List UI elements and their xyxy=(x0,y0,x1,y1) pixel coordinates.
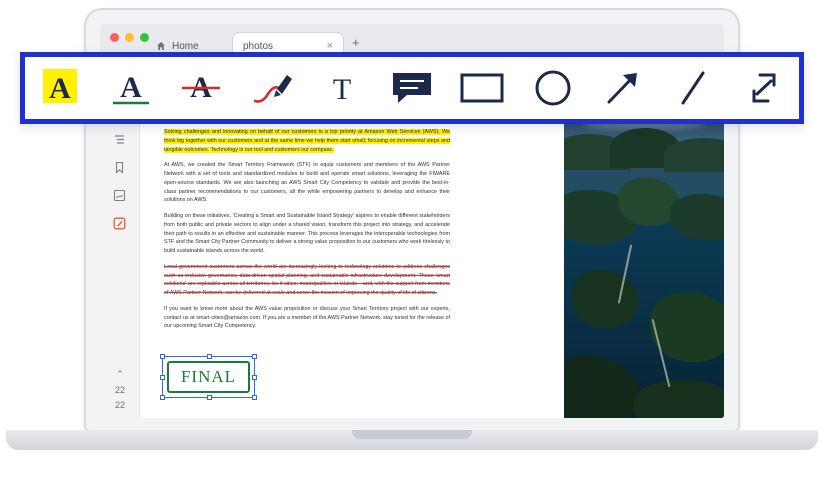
svg-text:T: T xyxy=(332,73,351,106)
svg-text:A: A xyxy=(190,71,212,104)
laptop-notch xyxy=(352,430,472,439)
svg-text:A: A xyxy=(119,71,142,104)
viewer-sidebar-rail xyxy=(100,94,140,418)
browser-tab-home-label: Home xyxy=(172,40,199,52)
document-text-column xyxy=(164,102,450,338)
final-stamp[interactable] xyxy=(162,356,255,398)
resize-handle-middle-left[interactable] xyxy=(160,375,165,380)
strikethrough-text-tool[interactable] xyxy=(166,57,236,119)
underline-text-tool[interactable] xyxy=(95,57,165,119)
paragraph-struck: Local government customers across the world are increasingly looking to technology solutions to address challenges such as inclusive governance, data-driven spatial planning, and sustainable infrastructure development. These 'smart solutions' are replicable across all territories, be it cities, municipalities or islands – and, with the support from members of AWS Partner Network, can be delivered at scale and serve the mission of improving the quality of life of citizens. xyxy=(164,263,450,296)
page-navigation xyxy=(100,369,140,410)
final-stamp-label: FINAL xyxy=(180,367,237,386)
resize-handle-top-center[interactable] xyxy=(207,354,212,359)
bookmark-icon[interactable] xyxy=(110,158,130,176)
browser-tab-photos-label: photos xyxy=(243,41,274,52)
chevron-up-icon[interactable]: ⌃ xyxy=(116,369,124,379)
close-window-button[interactable] xyxy=(110,33,119,42)
resize-handle-top-right[interactable] xyxy=(252,354,257,359)
pen-tool[interactable] xyxy=(236,57,306,119)
note-tool[interactable] xyxy=(377,57,447,119)
text-tool[interactable] xyxy=(306,57,376,119)
line-tool[interactable] xyxy=(658,57,728,119)
document-page[interactable] xyxy=(140,94,724,418)
minimize-window-button[interactable] xyxy=(125,33,134,42)
current-page-number: 22 xyxy=(114,385,125,395)
highlighted-text: Solving challenges and innovating on behalf of our customers is a top priority at Amazon Web Services (AWS). We think big together with our customers and at the same time we help them start small, focusing on incremental steps and tangible outcomes. Technology is our tool and customers our compass. xyxy=(164,129,450,153)
resize-handle-bottom-left[interactable] xyxy=(160,395,165,400)
resize-handle-bottom-center[interactable] xyxy=(207,395,212,400)
pdf-viewer-app xyxy=(100,94,724,418)
paragraph-body: At AWS, we created the Smart Territory Framework (STF) to equip customers and members of the AWS Partner Network with a set of tools and standardized modules to build and operate smart solutions, leveraging the FIWARE open-source standards. We are also launching an AWS Smart City Competency to validate and provide the best-in-class partner recommendations to our customers, all the while empowering partners to develop and enhance their solutions on AWS. xyxy=(164,162,450,204)
final-stamp-border xyxy=(167,361,250,393)
total-page-count: 22 xyxy=(114,400,125,410)
annotation-icon[interactable] xyxy=(110,214,130,232)
highlight-text-tool[interactable] xyxy=(25,57,95,119)
arrow-tool[interactable] xyxy=(588,57,658,119)
svg-text:A: A xyxy=(49,72,72,105)
window-controls[interactable] xyxy=(110,33,149,42)
resize-handle-top-left[interactable] xyxy=(160,354,165,359)
outline-icon[interactable] xyxy=(110,130,130,148)
paragraph-contact: If you want to know more about the AWS value proposition or discuss your Smart Territory project with our experts, contact us at smart-cities@amazon.com. If you are a member of the AWS Partner Network, stay tuned for the release of our upcoming Smart City Competency. xyxy=(164,305,450,330)
rectangle-tool[interactable] xyxy=(447,57,517,119)
document-photo xyxy=(564,94,724,418)
ellipse-tool[interactable] xyxy=(518,57,588,119)
new-tab-button[interactable]: + xyxy=(352,35,360,50)
paragraph-highlighted xyxy=(164,128,450,154)
paragraph-body: Building on these initiatives, 'Creating a Smart and Sustainable Island Strategy' aspires to enable different stakeholders from both public and private sectors to align under a shared vision, transform this project into strategy, and accelerate their path to results in an effective and sustainable manner. This process leverages the interoperable technologies from STF and the Smart City Partner Community to deliver a strong value proposition to our customers who work tirelessly to build sustainable islands across the world. xyxy=(164,213,450,254)
close-icon[interactable]: × xyxy=(326,40,333,52)
annotation-toolbar[interactable] xyxy=(20,52,804,124)
home-icon xyxy=(156,41,166,51)
signature-icon[interactable] xyxy=(110,186,130,204)
resize-handle-bottom-right[interactable] xyxy=(252,395,257,400)
resize-handle-middle-right[interactable] xyxy=(252,375,257,380)
link-tool[interactable] xyxy=(729,57,799,119)
